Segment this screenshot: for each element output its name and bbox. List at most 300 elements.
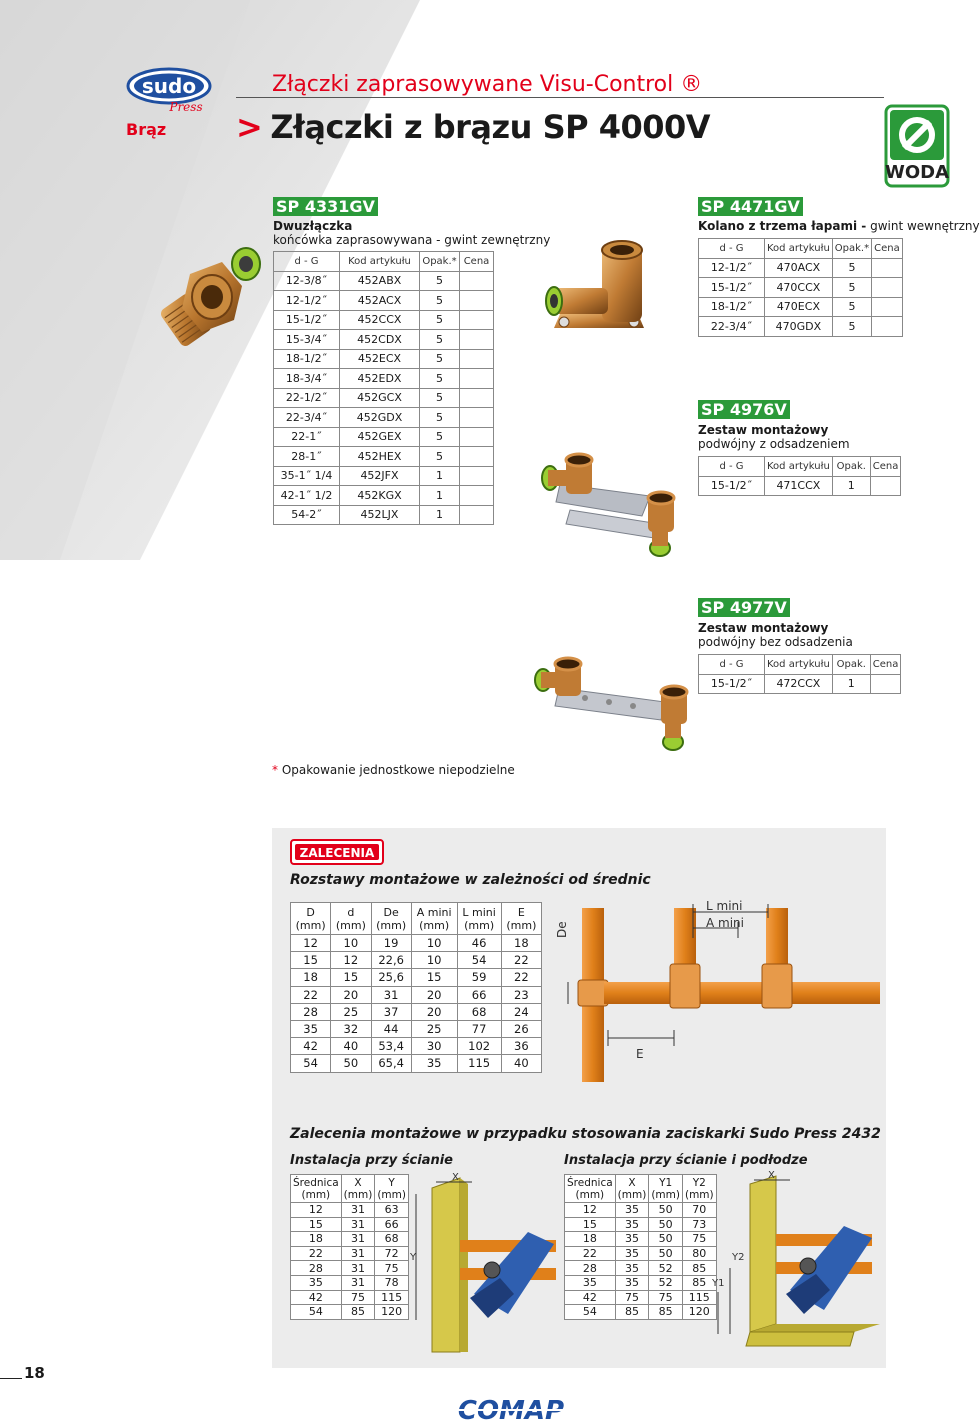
column-header-line: (mm) <box>377 1188 406 1201</box>
table-cell <box>872 278 903 298</box>
column-header-line: (mm) <box>301 1188 331 1201</box>
table-row <box>291 1275 409 1290</box>
table-cell <box>872 297 903 317</box>
table-cell: 22-3/4˝ <box>274 408 340 428</box>
table-cell: 75 <box>649 1290 683 1305</box>
table-cell: 452GCX <box>340 388 420 408</box>
table-cell: 24 <box>501 1003 541 1020</box>
column-header-line: (mm) <box>506 918 537 932</box>
table-cell: 85 <box>615 1305 649 1320</box>
table-cell: 1 <box>420 505 460 525</box>
table-cell: 50 <box>649 1203 683 1218</box>
product-photo-sp4331 <box>160 240 270 356</box>
table-cell: 20 <box>411 986 457 1003</box>
column-header-line: Y <box>388 1176 395 1189</box>
table-cell: 1 <box>832 476 870 496</box>
page-title-text: Złączki z brązu SP 4000V <box>270 108 711 146</box>
table-row <box>274 408 494 428</box>
table-cell <box>460 349 494 369</box>
table-cell: 22-1/2˝ <box>274 388 340 408</box>
zalecenia-label-icon <box>290 839 384 865</box>
table-cell: 19 <box>371 935 411 952</box>
table-row <box>291 1217 409 1232</box>
table-cell: 44 <box>371 1020 411 1037</box>
th-kod: Kod artykułu <box>340 252 420 272</box>
table-row <box>291 969 542 986</box>
th-cena: Cena <box>460 252 494 272</box>
table-cell: 42 <box>291 1038 331 1055</box>
th-kod: Kod artykułu <box>765 457 833 477</box>
table-cell: 40 <box>501 1055 541 1072</box>
product-desc: podwójny bez odsadzenia <box>698 635 853 649</box>
tool-title: Zalecenia montażowe w przypadku stosowania zaciskarki Sudo Press 2432 <box>290 1126 881 1142</box>
table-cell: 5 <box>420 271 460 291</box>
spacing-diagram <box>556 898 880 1082</box>
table-row <box>274 271 494 291</box>
table-cell: 452ECX <box>340 349 420 369</box>
footnote-text: Opakowanie jednostkowe niepodzielne <box>281 763 515 777</box>
wall-floor-table-body <box>565 1203 717 1320</box>
table-cell <box>460 310 494 330</box>
column-header <box>291 903 331 935</box>
product-table <box>273 251 494 525</box>
spacing-table-head <box>291 903 542 935</box>
table-cell: 452GEX <box>340 427 420 447</box>
column-header <box>371 903 411 935</box>
column-header <box>411 903 457 935</box>
column-header <box>457 903 501 935</box>
table-cell: 5 <box>420 408 460 428</box>
label-y2: Y2 <box>732 1252 745 1263</box>
th-dg: d - G <box>699 457 765 477</box>
wall-title: Instalacja przy ścianie <box>290 1153 453 1168</box>
table-cell: 15-1/2˝ <box>699 674 765 694</box>
table-cell <box>460 408 494 428</box>
product-name: Dwuzłączka <box>273 219 353 233</box>
table-cell: 5 <box>420 349 460 369</box>
table-row <box>291 1261 409 1276</box>
table-cell: 31 <box>341 1217 375 1232</box>
product-table <box>698 238 903 337</box>
table-row <box>565 1203 717 1218</box>
column-header <box>375 1175 409 1203</box>
column-header-line: (mm) <box>419 918 450 932</box>
table-cell: 5 <box>420 291 460 311</box>
product-desc: podwójny z odsadzeniem <box>698 437 850 451</box>
table-cell: 42 <box>291 1290 342 1305</box>
table-cell: 22 <box>291 1246 342 1261</box>
table-cell: 73 <box>682 1217 716 1232</box>
table-cell: 75 <box>375 1261 409 1276</box>
table-cell <box>460 447 494 467</box>
logo-sub: Press <box>169 100 203 114</box>
table-row <box>291 1246 409 1261</box>
table-cell: 80 <box>682 1246 716 1261</box>
product-sp4976 <box>698 400 901 496</box>
table-cell: 12 <box>331 952 371 969</box>
table-cell: 18-3/4˝ <box>274 369 340 389</box>
column-header <box>565 1175 616 1203</box>
table-row <box>291 1020 542 1037</box>
table-cell: 68 <box>375 1232 409 1247</box>
table-cell: 12-3/8˝ <box>274 271 340 291</box>
table-cell: 70 <box>682 1203 716 1218</box>
table-row <box>291 1038 542 1055</box>
table-cell: 66 <box>457 986 501 1003</box>
product-heading <box>698 219 980 233</box>
column-header-line: d <box>347 905 355 919</box>
table-cell: 22-1˝ <box>274 427 340 447</box>
table-cell: 470ACX <box>765 258 833 278</box>
table-row <box>274 310 494 330</box>
column-header-line: D <box>306 905 315 919</box>
product-sp4331 <box>273 197 550 525</box>
table-row <box>565 1305 717 1320</box>
table-row <box>274 330 494 350</box>
table-cell: 10 <box>331 935 371 952</box>
th-opak: Opak. <box>832 655 870 675</box>
th-opak: Opak. <box>832 457 870 477</box>
table-cell: 22 <box>291 986 331 1003</box>
table-cell: 452ABX <box>340 271 420 291</box>
table-cell: 54 <box>291 1305 342 1320</box>
table-cell: 50 <box>649 1232 683 1247</box>
column-header-line: (mm) <box>651 1188 680 1201</box>
table-cell: 26 <box>501 1020 541 1037</box>
column-header <box>615 1175 649 1203</box>
column-header-line: A mini <box>416 905 452 919</box>
table-cell: 52 <box>649 1275 683 1290</box>
product-desc: gwint wewnętrzny <box>870 219 980 233</box>
table-cell: 5 <box>832 258 871 278</box>
table-cell: 85 <box>682 1275 716 1290</box>
comap-text: COMAP <box>457 1396 565 1426</box>
table-cell: 15-1/2˝ <box>274 310 340 330</box>
table-cell: 22 <box>501 969 541 986</box>
spacing-table-body <box>291 935 542 1073</box>
table-cell: 12 <box>291 935 331 952</box>
table-cell: 36 <box>501 1038 541 1055</box>
table-cell: 1 <box>420 486 460 506</box>
table-cell <box>460 271 494 291</box>
table-cell: 23 <box>501 986 541 1003</box>
table-cell: 35 <box>615 1261 649 1276</box>
column-header <box>331 903 371 935</box>
table-row <box>274 349 494 369</box>
table-cell: 35-1˝ 1/4 <box>274 466 340 486</box>
page-number-rule <box>0 1378 22 1379</box>
table-cell: 35 <box>615 1246 649 1261</box>
table-cell: 472CCX <box>765 674 833 694</box>
column-header <box>291 1175 342 1203</box>
table-cell: 22,6 <box>371 952 411 969</box>
column-header-line: De <box>383 905 399 919</box>
table-cell: 32 <box>331 1020 371 1037</box>
sudo-press-logo <box>126 66 212 114</box>
table-cell: 37 <box>371 1003 411 1020</box>
column-header-line: E <box>517 905 525 919</box>
product-name: Zestaw montażowy <box>698 423 829 437</box>
table-row <box>565 1290 717 1305</box>
th-dg: d - G <box>699 655 765 675</box>
product-table <box>698 654 901 694</box>
table-cell: 31 <box>371 986 411 1003</box>
zalecenia-text: ZALECENIA <box>299 846 375 860</box>
water-badge-label: WODA <box>884 162 950 183</box>
table-cell: 120 <box>682 1305 716 1320</box>
table-cell: 77 <box>457 1020 501 1037</box>
table-row <box>565 1275 717 1290</box>
table-cell: 35 <box>291 1275 342 1290</box>
page-subtitle: Złączki zaprasowywane Visu-Control ® <box>272 72 703 97</box>
table-cell: 85 <box>649 1305 683 1320</box>
table-cell <box>460 369 494 389</box>
table-cell: 115 <box>682 1290 716 1305</box>
table-cell: 35 <box>615 1217 649 1232</box>
table-cell: 20 <box>331 986 371 1003</box>
column-header-line: (mm) <box>684 1188 714 1201</box>
table-row <box>699 476 901 496</box>
table-cell <box>460 466 494 486</box>
table-cell: 5 <box>420 330 460 350</box>
table-cell: 452HEX <box>340 447 420 467</box>
table-cell: 18 <box>501 935 541 952</box>
table-cell: 15 <box>291 952 331 969</box>
table-row <box>565 1246 717 1261</box>
table-row <box>274 505 494 525</box>
column-header-line: Średnica <box>567 1176 613 1189</box>
table-cell: 72 <box>375 1246 409 1261</box>
table-cell: 54 <box>291 1055 331 1072</box>
column-header <box>341 1175 375 1203</box>
table-row <box>274 427 494 447</box>
table-cell: 52 <box>649 1261 683 1276</box>
column-header-line: Y1 <box>659 1176 673 1189</box>
product-sp4471 <box>698 197 980 337</box>
title-marker: > <box>236 108 263 146</box>
column-header-line: (mm) <box>295 918 326 932</box>
table-row <box>565 1261 717 1276</box>
table-row <box>565 1232 717 1247</box>
table-cell: 452LJX <box>340 505 420 525</box>
table-row <box>291 1290 409 1305</box>
table-cell <box>460 486 494 506</box>
spacing-table <box>290 902 542 1073</box>
product-code: SP 4471GV <box>698 197 803 216</box>
table-cell: 15-1/2˝ <box>699 476 765 496</box>
table-cell: 63 <box>375 1203 409 1218</box>
table-cell: 115 <box>375 1290 409 1305</box>
column-header <box>501 903 541 935</box>
table-cell <box>460 330 494 350</box>
table-row <box>699 278 903 298</box>
product-photo-sp4976 <box>530 440 690 560</box>
table-cell: 5 <box>832 297 871 317</box>
label-x: X <box>452 1172 459 1183</box>
th-cena: Cena <box>870 457 901 477</box>
footnote <box>272 763 515 777</box>
table-row <box>699 674 901 694</box>
table-cell: 115 <box>457 1055 501 1072</box>
table-cell: 18 <box>565 1232 616 1247</box>
table-cell: 59 <box>457 969 501 986</box>
table-cell: 12 <box>291 1203 342 1218</box>
table-cell: 31 <box>341 1261 375 1276</box>
column-header-line: Y2 <box>692 1176 706 1189</box>
table-cell <box>870 674 901 694</box>
table-row <box>274 388 494 408</box>
table-cell: 22-3/4˝ <box>699 317 765 337</box>
table-cell <box>460 505 494 525</box>
table-cell: 85 <box>341 1305 375 1320</box>
column-header-line: (mm) <box>376 918 407 932</box>
table-cell: 35 <box>565 1275 616 1290</box>
table-cell: 452EDX <box>340 369 420 389</box>
wall-table-body <box>291 1203 409 1320</box>
table-cell: 35 <box>615 1203 649 1218</box>
product-code: SP 4976V <box>698 400 790 419</box>
table-cell: 15 <box>291 1217 342 1232</box>
column-header-line: Średnica <box>293 1176 339 1189</box>
wall-floor-title: Instalacja przy ścianie i podłodze <box>564 1153 808 1168</box>
table-cell: 75 <box>341 1290 375 1305</box>
table-cell: 30 <box>411 1038 457 1055</box>
product-sp4977 <box>698 598 901 694</box>
th-kod: Kod artykułu <box>765 655 833 675</box>
table-cell: 5 <box>420 369 460 389</box>
table-cell <box>460 291 494 311</box>
table-cell: 452GDX <box>340 408 420 428</box>
column-header-line: (mm) <box>343 1188 373 1201</box>
table-cell: 15 <box>411 969 457 986</box>
table-cell: 15-1/2˝ <box>699 278 765 298</box>
product-name: Kolano z trzema łapami - <box>698 219 867 233</box>
table-cell: 53,4 <box>371 1038 411 1055</box>
table-cell: 75 <box>615 1290 649 1305</box>
table-cell: 5 <box>832 278 871 298</box>
page-number: 18 <box>24 1364 45 1382</box>
table-row <box>274 486 494 506</box>
table-cell: 452JFX <box>340 466 420 486</box>
table-cell: 35 <box>291 1020 331 1037</box>
table-cell: 470ECX <box>765 297 833 317</box>
product-photo-sp4471 <box>540 236 660 348</box>
column-header-line: L mini <box>462 905 496 919</box>
table-row <box>291 1232 409 1247</box>
table-cell: 5 <box>420 447 460 467</box>
column-header-line: X <box>628 1176 636 1189</box>
product-table-body <box>699 674 901 694</box>
table-cell: 28 <box>565 1261 616 1276</box>
table-row <box>565 1217 717 1232</box>
table-cell: 42 <box>565 1290 616 1305</box>
table-cell: 28 <box>291 1003 331 1020</box>
table-cell: 1 <box>420 466 460 486</box>
table-cell: 66 <box>375 1217 409 1232</box>
table-cell: 12-1/2˝ <box>699 258 765 278</box>
table-cell: 15 <box>565 1217 616 1232</box>
table-cell: 28 <box>291 1261 342 1276</box>
th-cena: Cena <box>870 655 901 675</box>
table-row <box>291 1203 409 1218</box>
table-cell: 35 <box>615 1232 649 1247</box>
table-cell <box>872 258 903 278</box>
table-row <box>699 317 903 337</box>
table-cell: 75 <box>682 1232 716 1247</box>
table-cell: 25 <box>411 1020 457 1037</box>
th-kod: Kod artykułu <box>765 239 833 259</box>
table-cell <box>872 317 903 337</box>
product-table-body <box>274 271 494 525</box>
product-code: SP 4331GV <box>273 197 378 216</box>
table-cell: 50 <box>649 1217 683 1232</box>
table-cell <box>460 427 494 447</box>
th-cena: Cena <box>872 239 903 259</box>
table-row <box>274 466 494 486</box>
table-cell: 40 <box>331 1038 371 1055</box>
wall-floor-table <box>564 1174 717 1320</box>
table-cell: 452KGX <box>340 486 420 506</box>
table-cell: 31 <box>341 1275 375 1290</box>
table-cell: 15 <box>331 969 371 986</box>
table-cell: 25 <box>331 1003 371 1020</box>
table-row <box>291 952 542 969</box>
product-table-body <box>699 258 903 336</box>
table-cell: 28-1˝ <box>274 447 340 467</box>
table-cell: 20 <box>411 1003 457 1020</box>
table-row <box>274 369 494 389</box>
table-row <box>699 258 903 278</box>
table-cell: 65,4 <box>371 1055 411 1072</box>
table-cell: 25,6 <box>371 969 411 986</box>
table-cell: 452ACX <box>340 291 420 311</box>
table-row <box>291 935 542 952</box>
table-cell: 12 <box>565 1203 616 1218</box>
label-de: De <box>555 921 569 938</box>
table-row <box>274 447 494 467</box>
table-row <box>291 986 542 1003</box>
product-code: SP 4977V <box>698 598 790 617</box>
label-lmini: L mini <box>706 899 743 913</box>
table-cell: 31 <box>341 1232 375 1247</box>
table-cell <box>870 476 901 496</box>
footnote-star: * <box>272 763 278 777</box>
th-opak: Opak.* <box>420 252 460 272</box>
table-cell: 470CCX <box>765 278 833 298</box>
table-cell: 10 <box>411 935 457 952</box>
label-y1: Y1 <box>712 1278 725 1289</box>
column-header-line: (mm) <box>617 1188 647 1201</box>
label-e: E <box>636 1047 644 1061</box>
table-cell: 452CDX <box>340 330 420 350</box>
logo-word: sudo <box>141 74 197 98</box>
table-cell: 470GDX <box>765 317 833 337</box>
product-table <box>698 456 901 496</box>
category-label: Brąz <box>126 120 167 139</box>
wall-table-head <box>291 1175 409 1203</box>
table-cell: 18-1/2˝ <box>274 349 340 369</box>
table-cell: 10 <box>411 952 457 969</box>
th-dg: d - G <box>699 239 765 259</box>
page-title <box>236 108 710 146</box>
th-dg: d - G <box>274 252 340 272</box>
table-cell: 42-1˝ 1/2 <box>274 486 340 506</box>
column-header-line: (mm) <box>335 918 366 932</box>
table-cell: 18 <box>291 969 331 986</box>
column-header-line: (mm) <box>464 918 495 932</box>
wall-floor-table-head <box>565 1175 717 1203</box>
product-name: Zestaw montażowy <box>698 621 829 635</box>
